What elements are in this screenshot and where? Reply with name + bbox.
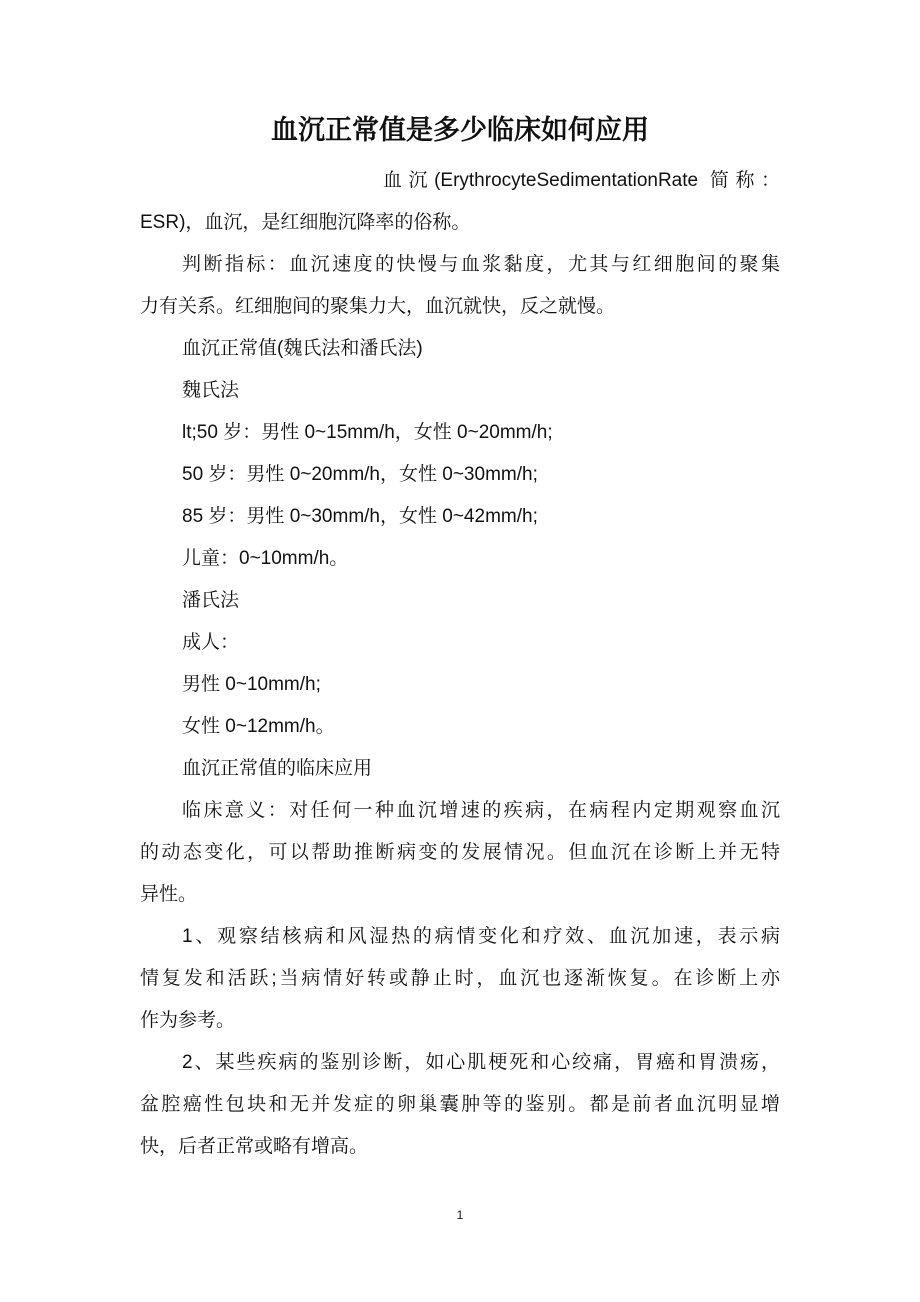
text-line: 情复发和活跃;当病情好转或静止时，血沉也逐渐恢复。在诊断上亦 xyxy=(140,968,780,989)
paragraph xyxy=(140,370,780,412)
paragraph xyxy=(140,244,780,328)
paragraph xyxy=(140,790,780,916)
text-line: 异性。 xyxy=(140,884,198,905)
text-line: 85 岁：男性 0~30mm/h，女性 0~42mm/h; xyxy=(182,506,538,527)
text-line: 力有关系。红细胞间的聚集力大，血沉就快，反之就慢。 xyxy=(140,296,616,317)
text-line: 潘氏法 xyxy=(182,590,240,611)
text-line: 作为参考。 xyxy=(140,1010,236,1031)
paragraph xyxy=(140,1042,780,1168)
text-line: 魏氏法 xyxy=(182,380,240,401)
paragraph xyxy=(140,496,780,538)
text-line: 女性 0~12mm/h。 xyxy=(182,716,335,737)
page-number: 1 xyxy=(456,1208,464,1222)
text-line: 50 岁：男性 0~20mm/h，女性 0~30mm/h; xyxy=(182,464,538,485)
paragraph xyxy=(140,454,780,496)
text-line: 临床意义：对任何一种血沉增速的疾病，在病程内定期观察血沉 xyxy=(182,800,780,821)
text-line: 的动态变化，可以帮助推断病变的发展情况。但血沉在诊断上并无特 xyxy=(140,842,780,863)
text-line: 成人： xyxy=(182,632,240,653)
text-line: lt;50 岁：男性 0~15mm/h，女性 0~20mm/h; xyxy=(182,422,553,443)
text-line: 儿童：0~10mm/h。 xyxy=(182,548,349,569)
text-line: 血沉正常值(魏氏法和潘氏法) xyxy=(182,338,423,359)
text-line: 2、某些疾病的鉴别诊断，如心肌梗死和心绞痛，胃癌和胃溃疡， xyxy=(182,1052,780,1073)
paragraph xyxy=(140,412,780,454)
paragraph xyxy=(140,916,780,1042)
text-line: 判断指标：血沉速度的快慢与血浆黏度，尤其与红细胞间的聚集 xyxy=(182,254,780,275)
document-title: 血沉正常值是多少临床如何应用 xyxy=(271,115,649,145)
paragraph xyxy=(140,706,780,748)
text-line: 1、观察结核病和风湿热的病情变化和疗效、血沉加速，表示病 xyxy=(182,926,780,947)
text-line: 血沉正常值的临床应用 xyxy=(182,758,373,779)
text-line: 盆腔癌性包块和无并发症的卵巢囊肿等的鉴别。都是前者血沉明显增 xyxy=(140,1094,780,1115)
paragraph xyxy=(140,748,780,790)
text-line: ESR)，血沉，是红细胞沉降率的俗称。 xyxy=(140,212,471,233)
document-body xyxy=(140,160,780,1168)
paragraph xyxy=(140,664,780,706)
text-line: 快，后者正常或略有增高。 xyxy=(140,1136,369,1157)
text-line: 血沉(ErythrocyteSedimentationRate 简称： xyxy=(383,170,780,191)
text-line: 男性 0~10mm/h; xyxy=(182,674,321,695)
paragraph xyxy=(140,160,780,244)
paragraph xyxy=(140,538,780,580)
paragraph xyxy=(140,328,780,370)
paragraph xyxy=(140,580,780,622)
paragraph xyxy=(140,622,780,664)
